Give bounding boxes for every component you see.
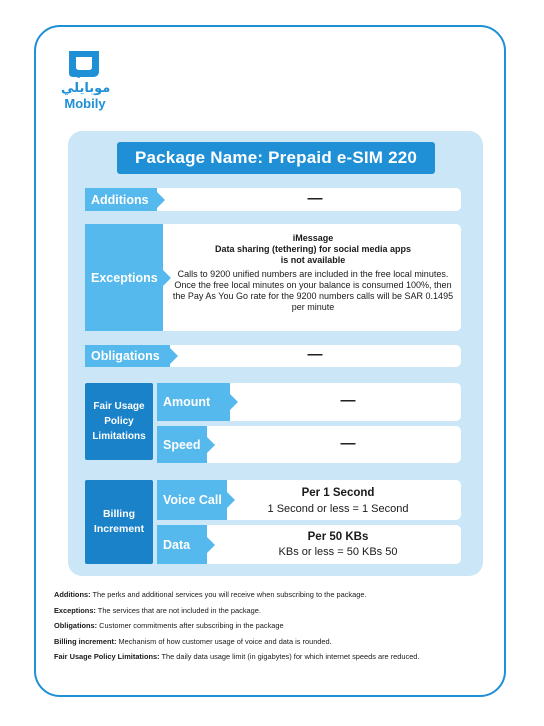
billing-voice-detail: 1 Second or less = 1 Second [267,503,409,515]
exception-line-1: iMessage [292,233,334,243]
billing-data-title: Per 50 KBs [307,531,369,543]
obligations-label: Obligations [85,345,170,367]
package-title: Package Name: Prepaid e-SIM 220 [117,142,435,174]
definition-obligations: Obligations: Customer commitments after subscribing in the package [54,621,284,630]
fup-block: Fair Usage Policy Limitations [85,383,153,460]
definition-additions: Additions: The perks and additional services you will receive when subscribing to the package. [54,590,367,599]
additions-value: — [307,190,323,207]
fup-speed-label: Speed [157,426,207,463]
definition-billing-increment: Billing increment: Mechanism of how customer usage of voice and data is rounded. [54,636,332,646]
exception-line-2: Data sharing (tethering) for social media apps [214,244,412,254]
fup-amount-value: — [340,392,356,409]
definitions-list [54,590,494,668]
billing-voice-label: Voice Call [157,480,227,520]
billing-voice-title: Per 1 Second [301,487,375,499]
logo-english-text: Mobily [64,96,106,111]
exceptions-content [170,233,456,313]
logo-arabic-text: موبايلي [61,80,111,95]
fup-speed-value: — [340,435,356,452]
mobily-logo-icon [67,49,101,79]
additions-label: Additions [85,188,157,211]
fup-amount-label: Amount [157,383,230,421]
billing-block: Billing Increment [85,480,153,564]
definition-exceptions: Exceptions: The services that are not included in the package. [54,605,261,615]
mobily-logo [61,49,109,119]
exception-line-3: is not available [280,255,346,265]
definition-fup: Fair Usage Policy Limitations: The daily data usage limit (in gigabytes) for which internet speeds are reduced. [54,652,420,661]
billing-data-label: Data [157,525,207,564]
exceptions-label: Exceptions [85,224,163,331]
exception-paragraph: Calls to 9200 unified numbers are included in the free local minutes. Once the free local minutes on your balance is consumed 100%, then the Pay As You Go rate for the 9200 numbers calls will be SAR 0.1495 per minute [172,269,454,312]
billing-data-detail: KBs or less = 50 KBs 50 [278,546,398,558]
obligations-value: — [307,346,323,363]
